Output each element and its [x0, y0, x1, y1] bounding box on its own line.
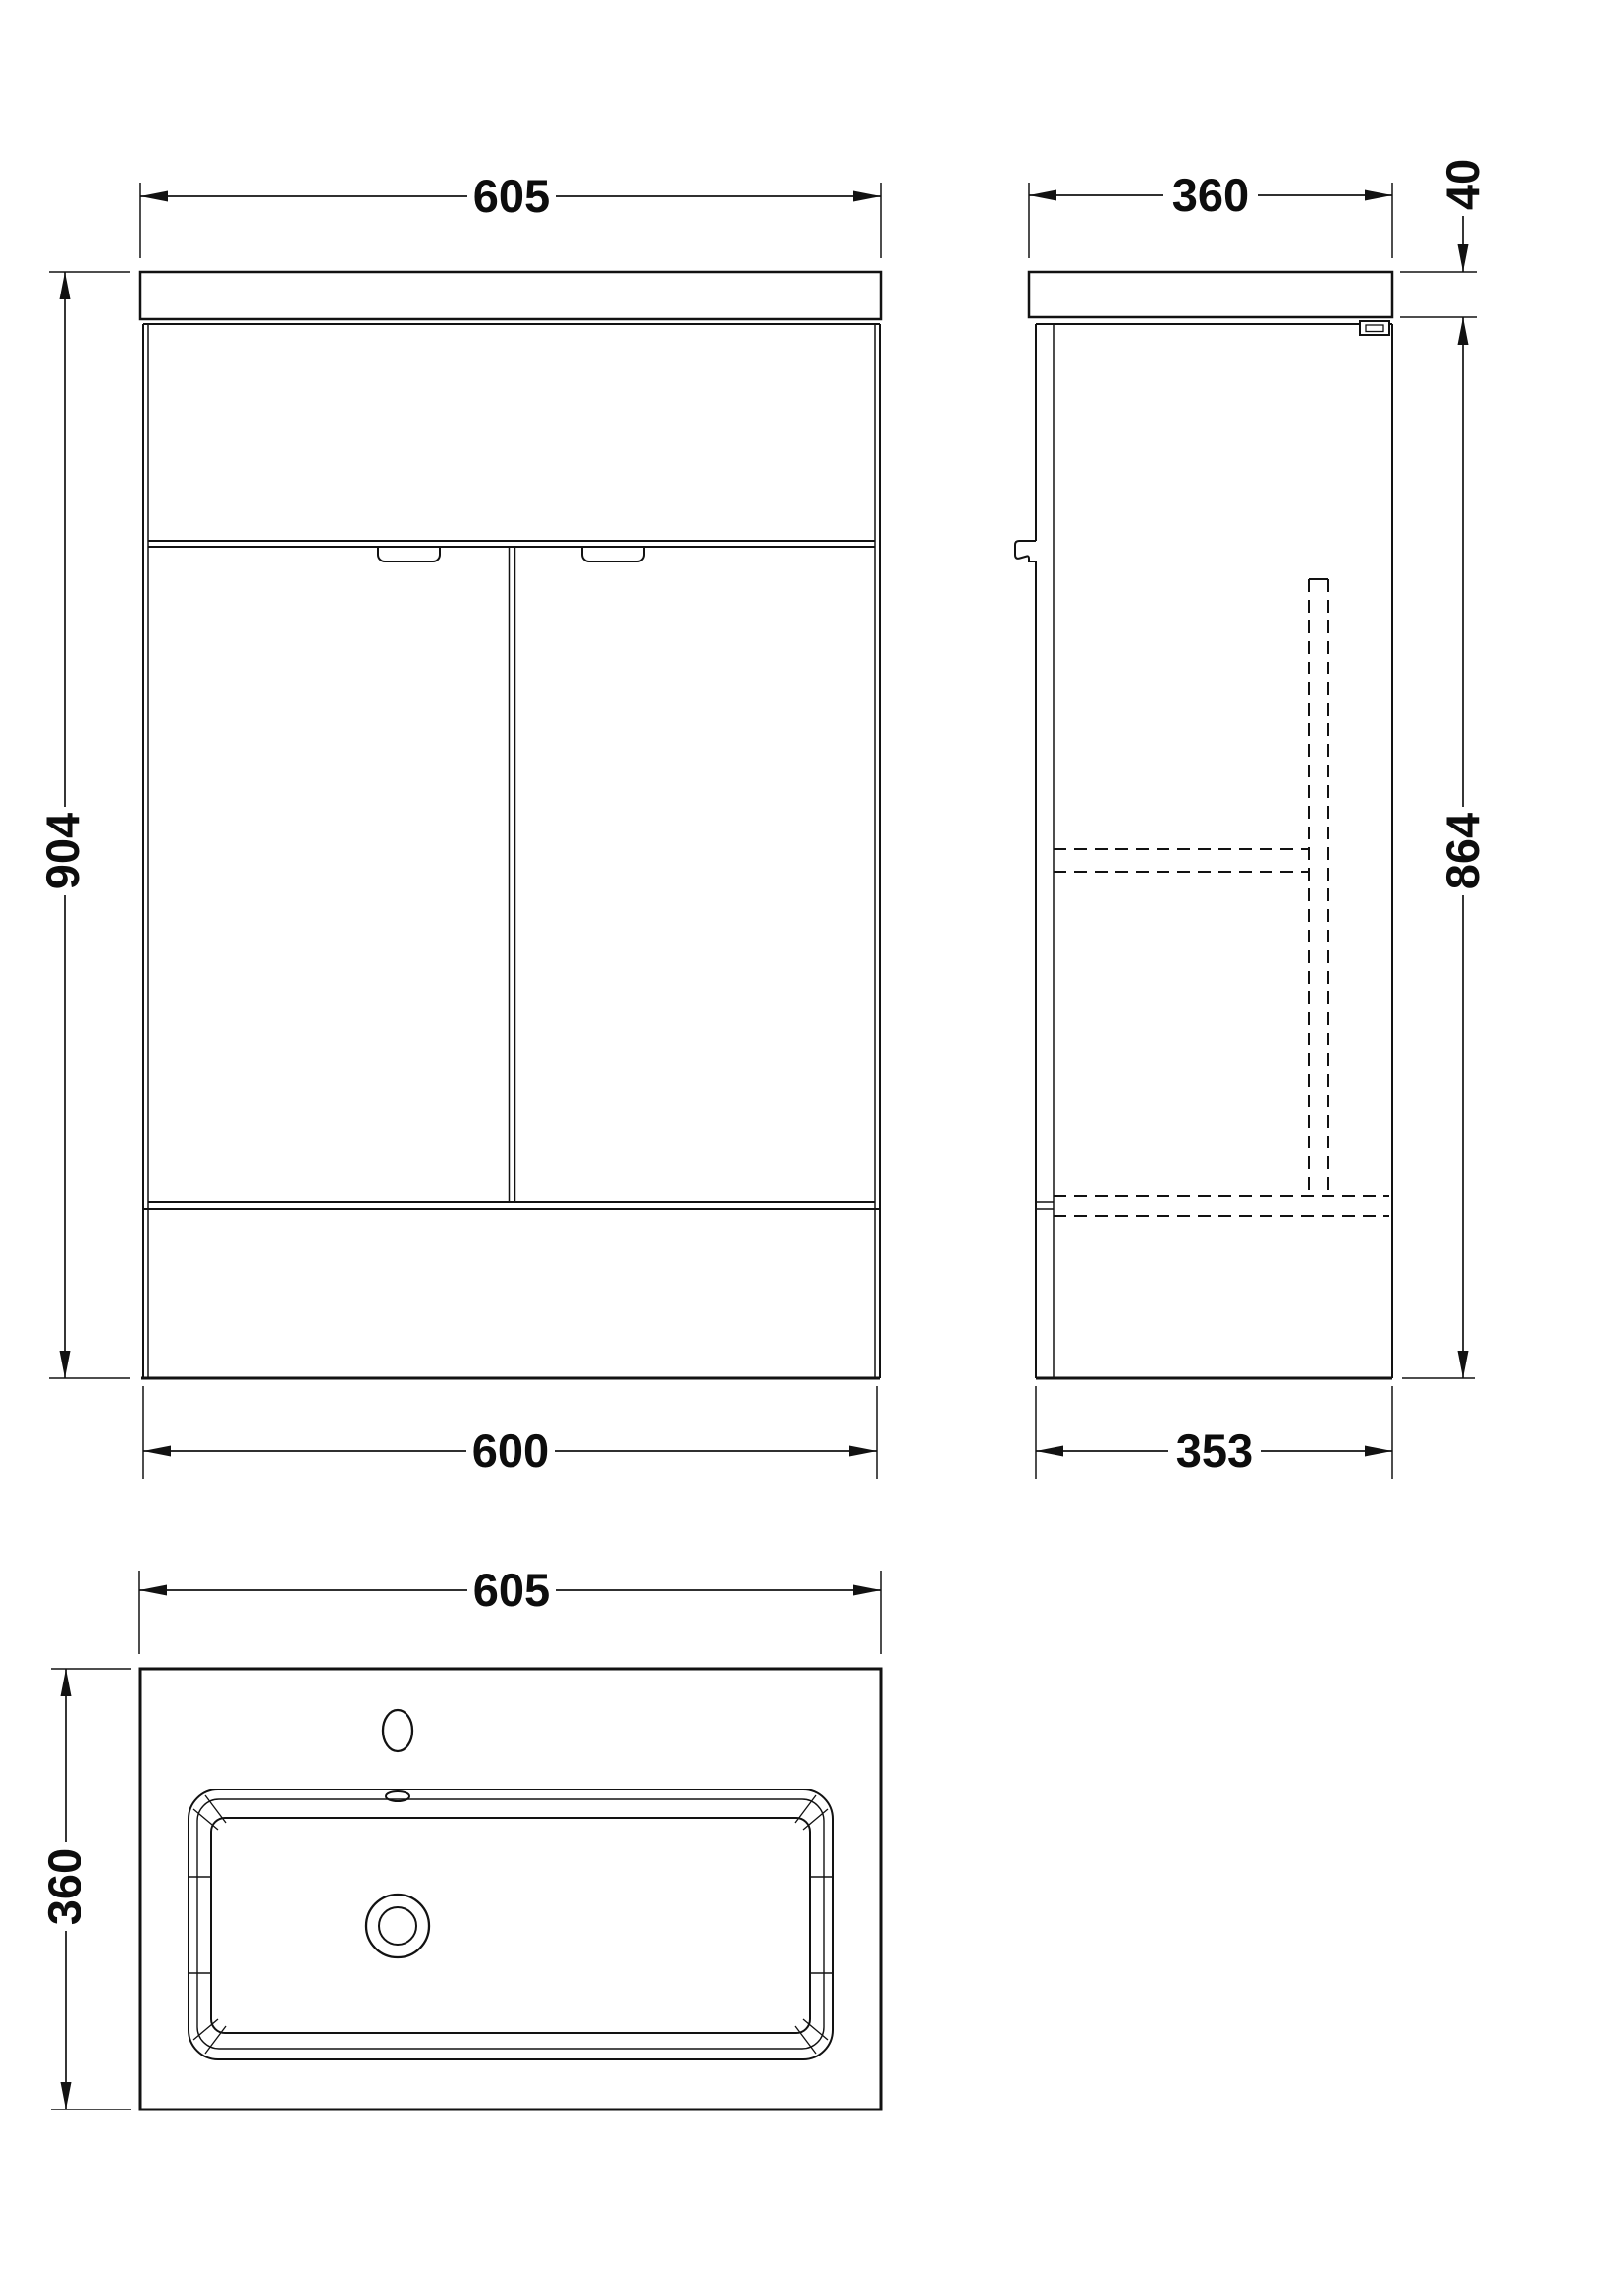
basin-dimension-width — [139, 1564, 881, 1654]
right-door-handle-notch — [582, 547, 644, 561]
dimension-label: 600 — [471, 1424, 550, 1476]
arrowhead-left — [1029, 190, 1056, 201]
arrowhead-up — [1458, 317, 1469, 345]
dimension-label: 605 — [472, 170, 551, 222]
side-dimension-top-depth — [1029, 169, 1392, 258]
arrowhead-right — [849, 1446, 877, 1457]
arrowhead-up — [60, 272, 71, 299]
dimension-label: 360 — [38, 1847, 90, 1926]
basin-deck-outline — [140, 1669, 881, 2109]
arrowhead-left — [139, 1585, 167, 1596]
dimension-label: 360 — [1171, 169, 1250, 221]
dimension-label: 904 — [36, 812, 88, 890]
arrowhead-down — [61, 2082, 72, 2109]
basin-plan-view — [38, 1564, 881, 2109]
side-worktop — [1029, 272, 1392, 317]
hidden-lines — [1054, 579, 1389, 1216]
arrowhead-right — [853, 1585, 881, 1596]
dimension-label: 40 — [1436, 158, 1488, 211]
left-door-handle-notch — [378, 547, 440, 561]
arrowhead-left — [143, 1446, 171, 1457]
front-dimension-top-width — [140, 170, 881, 258]
arrowhead-right — [853, 191, 881, 202]
dimension-label: 605 — [472, 1564, 551, 1616]
front-view — [36, 170, 881, 1479]
side-view — [1015, 159, 1488, 1479]
dimension-label: 353 — [1175, 1424, 1254, 1476]
basin-dimension-depth — [38, 1669, 131, 2109]
arrowhead-down — [1458, 244, 1469, 272]
side-dimension-bottom-depth — [1036, 1386, 1392, 1479]
dimension-label: 864 — [1436, 812, 1488, 890]
arrowhead-left — [140, 191, 168, 202]
front-worktop — [140, 272, 881, 319]
arrowhead-up — [61, 1669, 72, 1696]
front-dimension-bottom-width — [143, 1386, 877, 1479]
front-dimension-height — [36, 272, 130, 1378]
side-handle-profile — [1015, 541, 1036, 561]
arrowhead-right — [1365, 1446, 1392, 1457]
side-dimension-body-height — [1402, 317, 1488, 1378]
door-catch-detail — [1360, 321, 1389, 335]
side-dimension-worktop-thickness — [1400, 159, 1488, 317]
arrowhead-left — [1036, 1446, 1063, 1457]
arrowhead-right — [1365, 190, 1392, 201]
arrowhead-down — [60, 1351, 71, 1378]
arrowhead-down — [1458, 1351, 1469, 1378]
